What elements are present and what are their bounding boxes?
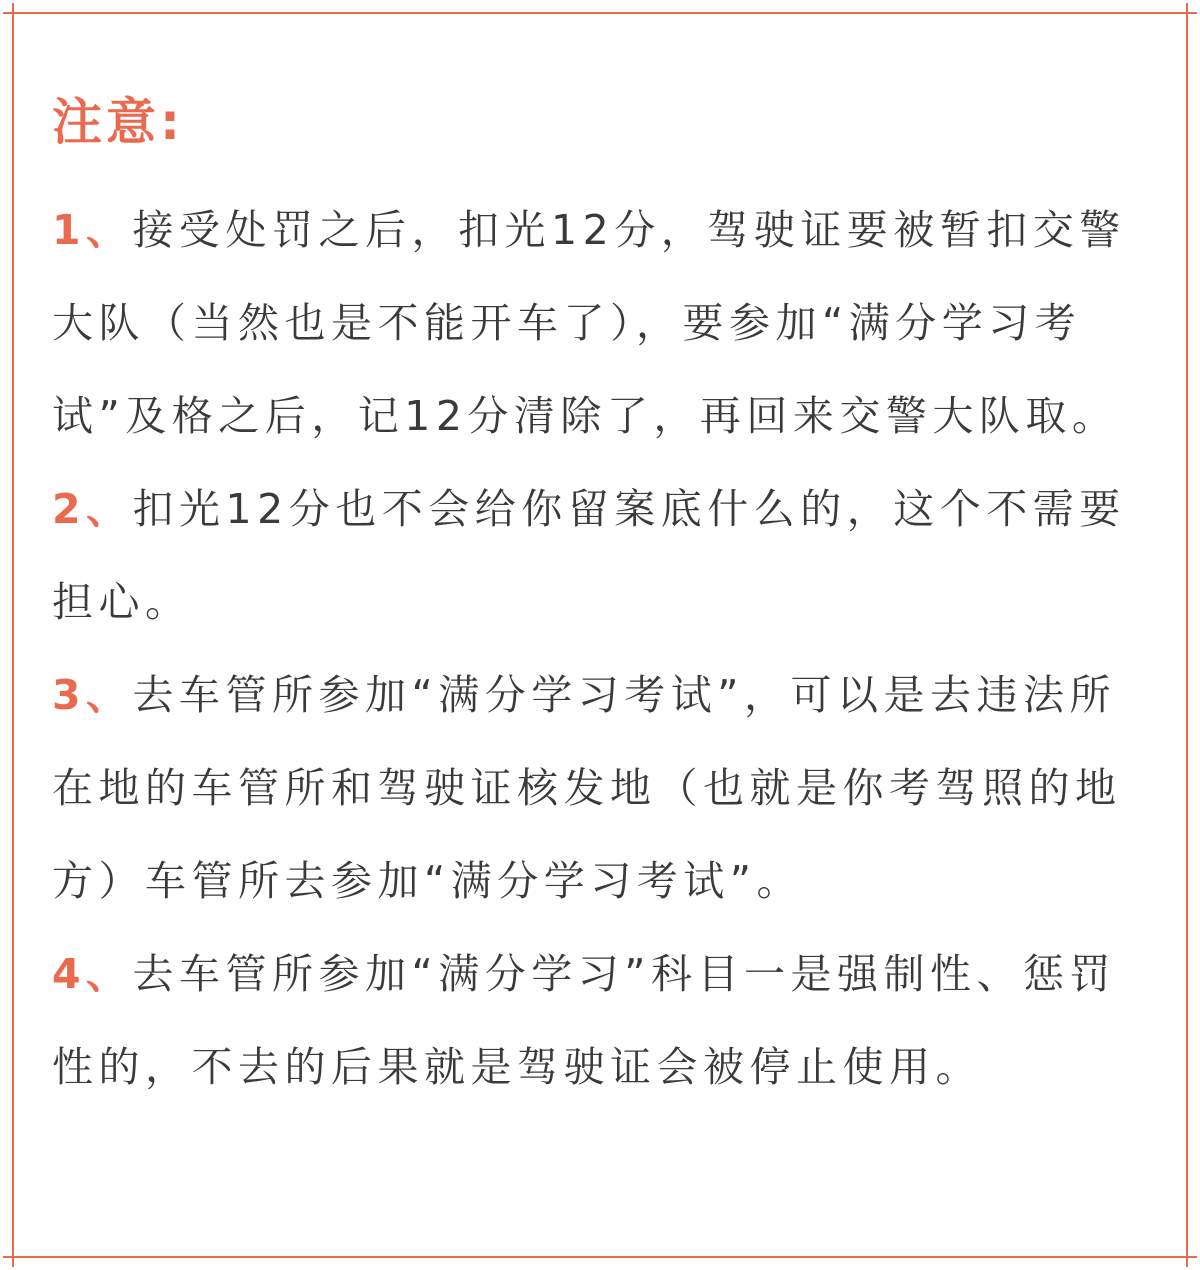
note-item-4 [52,928,1152,1114]
note-item-3 [52,649,1152,928]
corner-plus-icon [1177,3,1197,23]
note-number: 3、 [52,671,133,719]
note-number: 1、 [52,206,133,254]
notice-heading: 注意: [52,93,184,151]
note-text: 去车管所参加“满分学习考试”，可以是去违法所在地的车管所和驾驶证核发地（也就是你考驾照的地方）车管所去参加“满分学习考试”。 [52,671,1122,905]
note-number: 2、 [52,485,133,533]
note-item-1 [52,184,1152,463]
corner-plus-icon [3,1247,23,1267]
note-text: 扣光12分也不会给你留案底什么的，这个不需要担心。 [52,485,1126,626]
frame-right-border [1186,22,1188,1248]
note-number: 4、 [52,950,133,998]
note-text: 接受处罚之后，扣光12分，驾驶证要被暂扣交警大队（当然也是不能开车了），要参加“满分学习考试”及格之后，记12分清除了，再回来交警大队取。 [52,206,1126,440]
corner-plus-icon [1177,1247,1197,1267]
note-item-2 [52,463,1152,649]
notice-content [52,88,1152,1114]
corner-plus-icon [3,3,23,23]
frame-bottom-border [22,1256,1178,1258]
note-text: 去车管所参加“满分学习”科目一是强制性、惩罚性的，不去的后果就是驾驶证会被停止使用。 [52,950,1117,1091]
frame-left-border [12,22,14,1248]
frame-top-border [22,12,1178,14]
